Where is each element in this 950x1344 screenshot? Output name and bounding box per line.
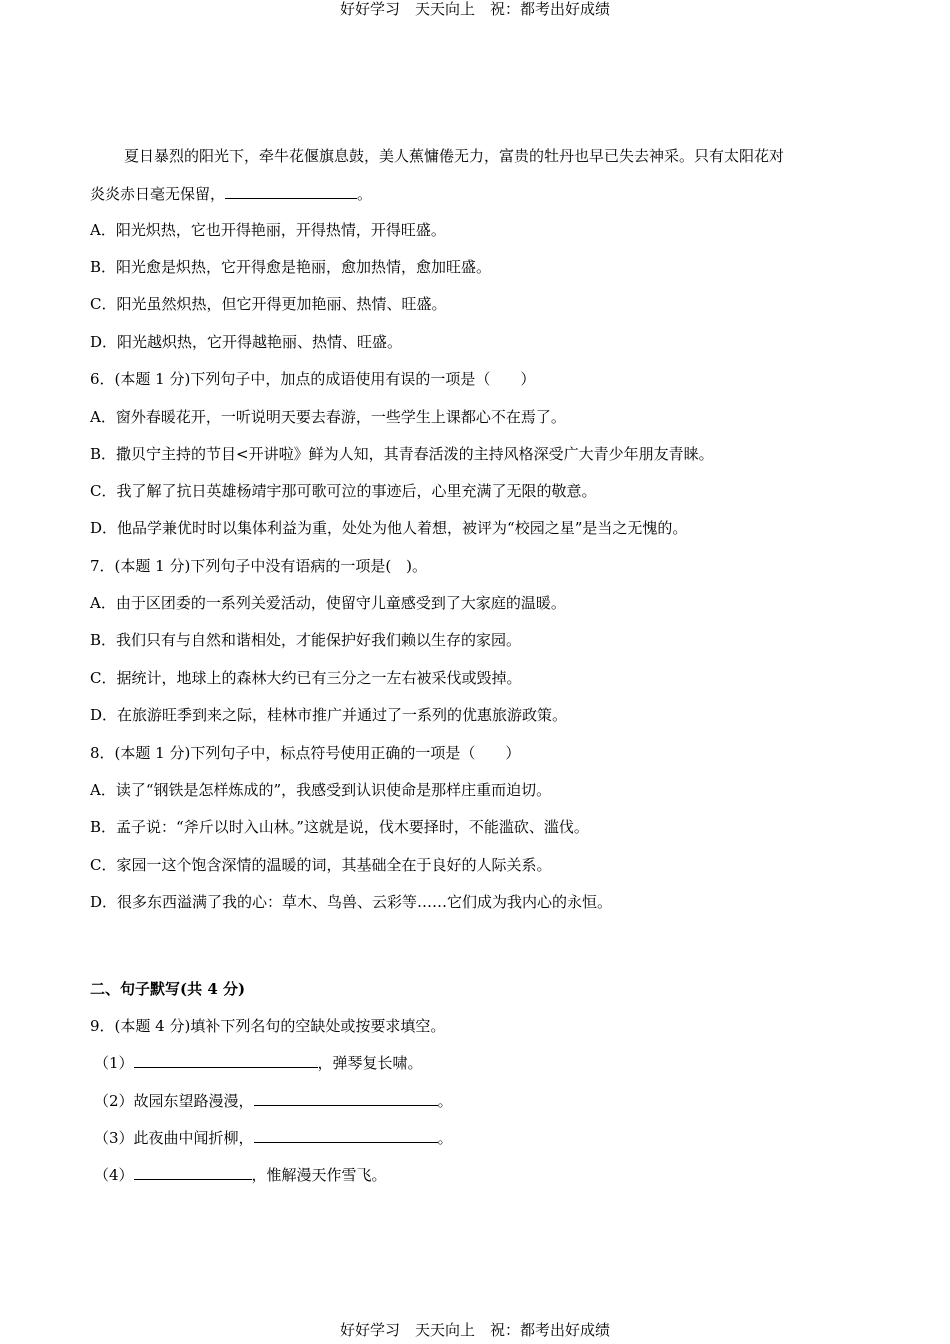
q9-item-1-blank[interactable] [134,1053,318,1068]
q7-option-c: C．据统计，地球上的森林大约已有三分之一左右被采伐或毁掉。 [90,669,522,687]
q9-item-4 [94,1164,387,1186]
q5-passage-line2-text: 炎炎赤日毫无保留， [90,185,226,203]
q9-item-3-before: 此夜曲中闻折柳， [133,1129,254,1147]
q5-answer-blank[interactable] [225,184,357,199]
page-header: 好好学习 天天向上 祝：都考出好成绩 [339,0,610,18]
q6-option-a: A．窗外春暖花开，一听说明天要去春游，一些学生上课都心不在焉了。 [90,408,566,426]
q8-option-d: D．很多东西溢满了我的心：草木、鸟兽、云彩等……它们成为我内心的永恒。 [90,893,613,911]
q9-item-3-after: 。 [437,1129,453,1147]
q5-option-a: A．阳光炽热，它也开得艳丽，开得热情，开得旺盛。 [90,221,446,239]
q5-passage-line1: 夏日暴烈的阳光下，牵牛花偃旗息鼓，美人蕉慵倦无力，富贵的牡丹也早已失去神采。只有太阳花对 [124,147,785,165]
q7-option-b: B．我们只有与自然和谐相处，才能保护好我们赖以生存的家园。 [90,631,522,649]
q5-option-b: B．阳光愈是炽热，它开得愈是艳丽，愈加热情，愈加旺盛。 [90,258,492,276]
q7-option-a: A．由于区团委的一系列关爱活动，使留守儿童感受到了大家庭的温暖。 [90,594,566,612]
section-title: 二、句子默写(共 4 分) [90,980,246,998]
q5-option-d: D．阳光越炽热，它开得越艳丽、热情、旺盛。 [90,333,403,351]
q6-stem: 6．(本题 1 分)下列句子中，加点的成语使用有误的一项是（ ） [90,370,536,388]
q7-stem: 7．(本题 1 分)下列句子中没有语病的一项是( )。 [90,557,428,575]
page-footer: 好好学习 天天向上 祝：都考出好成绩 [339,1321,610,1339]
q9-item-3 [94,1127,453,1149]
q5-option-c: C．阳光虽然炽热，但它开得更加艳丽、热情、旺盛。 [90,295,447,313]
q9-item-4-num: （4） [94,1166,134,1184]
q9-item-2-after: 。 [437,1092,453,1110]
q9-item-1-after: ，弹琴复长啸。 [317,1054,423,1072]
q9-item-4-after: ，惟解漫天作雪飞。 [251,1166,387,1184]
q9-item-1-num: （1） [94,1054,134,1072]
q8-option-a: A．读了“钢铁是怎样炼成的”，我感受到认识使命是那样庄重而迫切。 [90,781,552,799]
q6-option-b: B．撒贝宁主持的节目<开讲啦》鲜为人知，其青春活泼的主持风格深受广大青少年朋友青睐。 [90,445,714,463]
q9-item-2-before: 故园东望路漫漫， [133,1092,254,1110]
q6-option-c: C．我了解了抗日英雄杨靖宇那可歌可泣的事迹后，心里充满了无限的敬意。 [90,482,597,500]
q5-passage-line2 [90,183,372,205]
q9-item-3-num: （3） [94,1129,134,1147]
q9-item-2 [94,1090,453,1112]
q9-item-2-num: （2） [94,1092,134,1110]
q9-item-4-blank[interactable] [134,1165,252,1180]
q9-stem: 9．(本题 4 分)填补下列名句的空缺处或按要求填空。 [90,1017,446,1035]
q6-option-d: D．他品学兼优时时以集体利益为重，处处为他人着想，被评为“校园之星”是当之无愧的。 [90,519,688,537]
q8-option-b: B．孟子说：“斧斤以时入山林。”这就是说，伐木要择时，不能滥砍、滥伐。 [90,818,589,836]
q7-option-d: D．在旅游旺季到来之际，桂林市推广并通过了一系列的优惠旅游政策。 [90,706,568,724]
q8-stem: 8．(本题 1 分)下列句子中，标点符号使用正确的一项是（ ） [90,744,521,762]
q9-item-3-blank[interactable] [254,1128,438,1143]
q5-passage-line2-end: 。 [357,185,373,203]
q8-option-c: C．家园一这个饱含深情的温暖的词，其基础全在于良好的人际关系。 [90,856,552,874]
q9-item-2-blank[interactable] [254,1091,438,1106]
q9-item-1 [94,1052,423,1074]
